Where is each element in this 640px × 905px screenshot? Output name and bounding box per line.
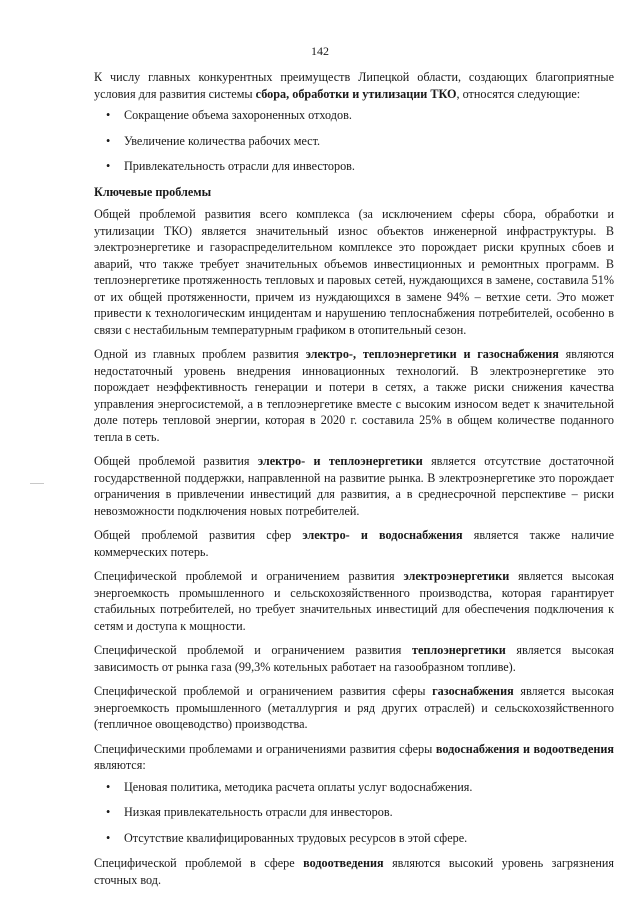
paragraph-bold: газоснабжения	[432, 684, 514, 698]
document-body	[94, 69, 614, 896]
paragraph-bold: водоснабжения и водоотведения	[435, 741, 615, 756]
paragraph-bold: электро-, теплоэнергетики и газоснабжения	[305, 347, 559, 361]
paragraph-electricity	[94, 568, 614, 634]
paragraph-text: Специфической проблемой в сфере	[94, 856, 304, 870]
margin-mark	[30, 483, 44, 484]
list-item	[94, 133, 614, 150]
paragraph-bold: теплоэнергетики	[412, 643, 506, 657]
bullet-icon: •	[106, 805, 111, 819]
list-item	[94, 804, 614, 821]
paragraph-text: Специфическими проблемами и ограничениями развития сферы	[94, 741, 436, 756]
list-item	[94, 158, 614, 175]
section-heading: Ключевые проблемы	[94, 184, 212, 199]
paragraph-text-end: является высокая энергоемкость промышленного (металлургия и ряд других отраслей) и сельскохозяйственного (тепличное овощеводство) производства.	[94, 684, 614, 731]
intro-bold: сбора, обработки и утилизации ТКО	[255, 86, 457, 101]
paragraph-bold: водоотведения	[303, 856, 384, 870]
paragraph-gas	[94, 683, 614, 733]
paragraph-bold: электро- и водоснабжения	[302, 528, 463, 542]
intro-text: К числу главных конкурентных преимуществ Липецкой области, создающих благоприятные условия для развития системы	[94, 70, 614, 101]
list-item	[94, 830, 614, 847]
list-item	[94, 107, 614, 124]
paragraph-text: Специфической проблемой и ограничением развития сферы	[94, 684, 433, 698]
bullet-icon: •	[106, 133, 111, 148]
paragraph-text-end: являются:	[94, 758, 146, 772]
paragraph-bold: электро- и теплоэнергетики	[257, 454, 423, 468]
water-issues-list	[94, 779, 614, 847]
intro-text-end: , относятся следующие:	[456, 86, 581, 101]
page-number: 142	[311, 44, 329, 58]
paragraph-text-end: являются недостаточный уровень внедрения инновационных технологий. В электроэнергетике это порождает неэффективность генерации и потери в сетях, а также риски снижения качества управления энергосистемой, а в теплоэнергетике вместе с высоким износом ведет к значительной доле потерь тепловой энергии, которая в 2020 г. составила 25% в общем количестве поданного тепла в сеть.	[94, 347, 614, 444]
bullet-icon: •	[106, 779, 111, 794]
paragraph-infrastructure: Общей проблемой развития всего комплекса (за исключением сферы сбора, обработки и утилизации ТКО) является значительный износ объектов инженерной инфраструктуры. В электроэнергетике и газораспределительном комплексе это порождает риски крупных сбоев и аварий, что также требует значительных объемов инвестиционных и ремонтных программ. В теплоэнергетике протяженность тепловых и паровых сетей, нуждающихся в замене, составила 51% от их общей протяженности, причем из нуждающихся в замене 94% – ветхие сети. Это может привести к технологическим инцидентам и нарушению теплоснабжения потребителей, особенно в связи с нестабильным температурным графиком в отопительный сезон.	[94, 207, 614, 337]
bullet-icon: •	[106, 830, 111, 845]
paragraph-bold: электроэнергетики	[403, 569, 510, 583]
list-item-text: Низкая привлекательность отрасли для инвесторов.	[124, 805, 393, 819]
paragraph-text-end: является также наличие коммерческих потерь.	[94, 528, 614, 559]
paragraph-text-end: являются высокий уровень загрязнения сточных вод.	[94, 856, 614, 887]
list-item-text: Сокращение объема захороненных отходов.	[124, 108, 352, 122]
paragraph-text-end: является высокая зависимость от рынка газа (99,3% котельных работает на газообразном топливе).	[94, 643, 614, 674]
advantages-list	[94, 107, 614, 175]
paragraph-state-support	[94, 453, 614, 519]
paragraph-heat	[94, 642, 614, 675]
paragraph-innovation	[94, 346, 614, 445]
bullet-icon: •	[106, 159, 111, 173]
paragraph-text-end: является высокая энергоемкость промышленного и сельскохозяйственного производства, которая гарантирует стабильных потребителей, но требует значительных инвестиций для обеспечения подключения к сетям и доступа к мощности.	[94, 569, 614, 633]
paragraph-text: Общей проблемой развития	[94, 454, 258, 468]
paragraph-text: Специфической проблемой и ограничением развития	[94, 643, 412, 657]
paragraph-text: Специфической проблемой и ограничением развития	[94, 569, 404, 583]
paragraph-text: Одной из главных проблем развития	[94, 347, 306, 361]
paragraph-text-end: является отсутствие достаточной государственной поддержки, направленной на развитие рынка. В электроэнергетике это порождает ограничения в привлечении инвестиций для развития, а в среднесрочной перспективе – риски невозможности подключения новых потребителей.	[94, 454, 614, 518]
bullet-icon: •	[106, 108, 111, 122]
list-item-text: Отсутствие квалифицированных трудовых ресурсов в этой сфере.	[124, 830, 468, 845]
list-item	[94, 779, 614, 796]
intro-paragraph	[94, 69, 614, 102]
paragraph-text: Общей проблемой развития сфер	[94, 528, 303, 542]
paragraph-water	[94, 741, 614, 774]
paragraph-wastewater	[94, 855, 614, 888]
list-item-text: Ценовая политика, методика расчета оплаты услуг водоснабжения.	[124, 779, 473, 794]
list-item-text: Увеличение количества рабочих мест.	[124, 133, 321, 148]
list-item-text: Привлекательность отрасли для инвесторов.	[124, 159, 355, 173]
paragraph-commercial-losses	[94, 527, 614, 560]
